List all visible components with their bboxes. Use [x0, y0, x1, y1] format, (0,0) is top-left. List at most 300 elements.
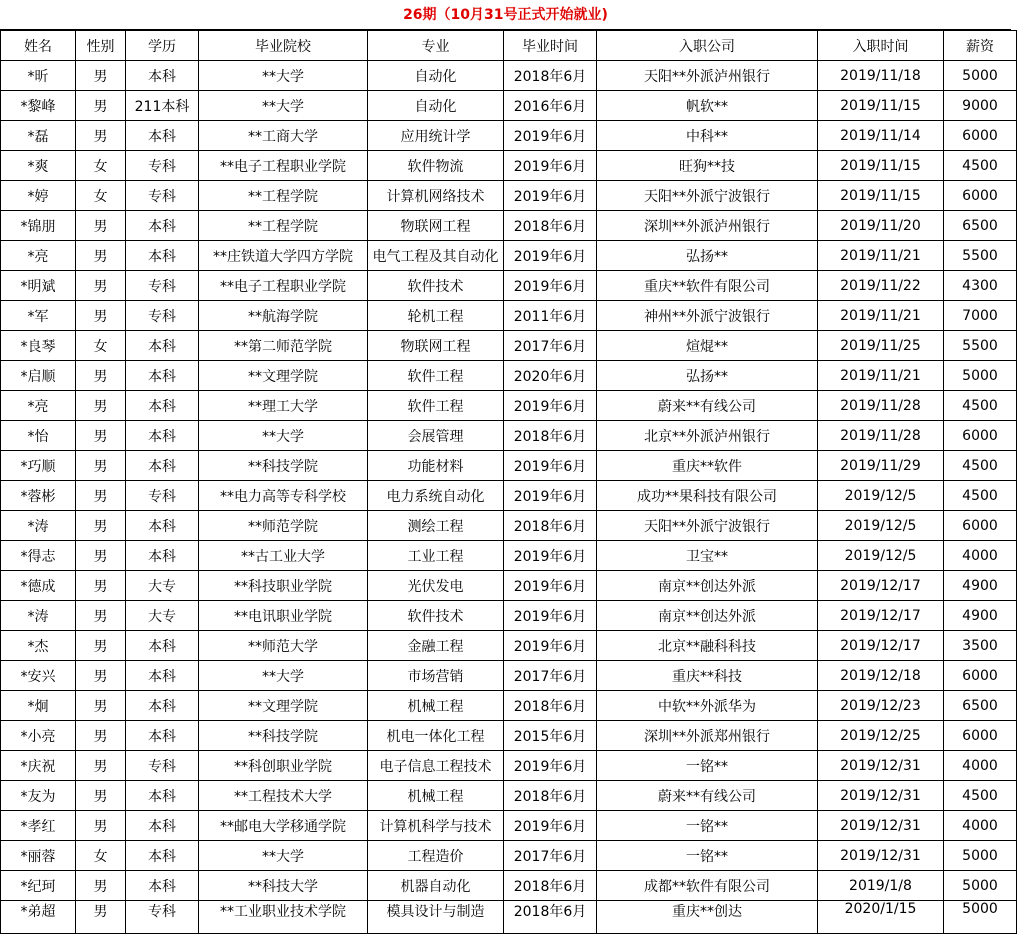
cell-company[interactable]: 天阳**外派宁波银行 — [597, 511, 818, 541]
table-row — [1, 151, 1017, 181]
table-row — [1, 691, 1017, 721]
cell-salary[interactable]: 4900 — [944, 601, 1017, 631]
cell-name[interactable]: *杰 — [1, 631, 76, 661]
table-row — [1, 571, 1017, 601]
cell-school[interactable]: **大学 — [199, 61, 368, 91]
cell-gender[interactable]: 男 — [76, 301, 126, 331]
header-education[interactable]: 学历 — [126, 31, 199, 61]
cell-gender[interactable]: 男 — [76, 391, 126, 421]
cell-hire-date[interactable]: 2019/12/25 — [818, 721, 944, 751]
cell-company[interactable]: 天阳**外派宁波银行 — [597, 181, 818, 211]
cell-salary[interactable]: 6500 — [944, 211, 1017, 241]
cell-grad-date[interactable]: 2018年6月 — [504, 421, 597, 451]
cell-education[interactable]: 本科 — [126, 61, 199, 91]
cell-salary[interactable]: 5500 — [944, 331, 1017, 361]
cell-name[interactable]: *锦朋 — [1, 211, 76, 241]
cell-hire-date[interactable]: 2019/12/31 — [818, 781, 944, 811]
cell-education[interactable]: 211本科 — [126, 91, 199, 121]
cell-gender[interactable]: 男 — [76, 241, 126, 271]
cell-education[interactable]: 本科 — [126, 631, 199, 661]
cell-hire-date[interactable]: 2019/12/17 — [818, 571, 944, 601]
cell-school[interactable]: **庄铁道大学四方学院 — [199, 241, 368, 271]
cell-salary[interactable]: 3500 — [944, 631, 1017, 661]
cell-school[interactable]: **工程学院 — [199, 211, 368, 241]
table-row — [1, 301, 1017, 331]
cell-salary[interactable]: 5500 — [944, 241, 1017, 271]
cell-school[interactable]: **科技大学 — [199, 871, 368, 901]
cell-grad-date[interactable]: 2019年6月 — [504, 451, 597, 481]
cell-major[interactable]: 轮机工程 — [368, 301, 504, 331]
cell-major[interactable]: 光伏发电 — [368, 571, 504, 601]
table-row — [1, 241, 1017, 271]
cell-salary[interactable]: 4500 — [944, 451, 1017, 481]
cell-hire-date[interactable]: 2019/11/21 — [818, 241, 944, 271]
cell-education[interactable]: 专科 — [126, 481, 199, 511]
cell-gender[interactable]: 男 — [76, 541, 126, 571]
cell-education[interactable]: 专科 — [126, 301, 199, 331]
header-major[interactable]: 专业 — [368, 31, 504, 61]
cell-grad-date[interactable]: 2019年6月 — [504, 601, 597, 631]
cell-school[interactable]: **文理学院 — [199, 691, 368, 721]
cell-school[interactable]: **工业职业技术学院 — [199, 901, 368, 934]
cell-education[interactable]: 大专 — [126, 571, 199, 601]
cell-hire-date[interactable]: 2019/11/18 — [818, 61, 944, 91]
cell-education[interactable]: 本科 — [126, 211, 199, 241]
cell-gender[interactable]: 男 — [76, 691, 126, 721]
cell-hire-date[interactable]: 2019/11/15 — [818, 181, 944, 211]
cell-grad-date[interactable]: 2016年6月 — [504, 91, 597, 121]
cell-name[interactable]: *安兴 — [1, 661, 76, 691]
cell-hire-date[interactable]: 2019/11/21 — [818, 361, 944, 391]
table-row — [1, 481, 1017, 511]
cell-grad-date[interactable]: 2018年6月 — [504, 901, 597, 934]
cell-hire-date[interactable]: 2019/12/5 — [818, 541, 944, 571]
cell-grad-date[interactable]: 2019年6月 — [504, 151, 597, 181]
cell-school[interactable]: **大学 — [199, 841, 368, 871]
cell-salary[interactable]: 6000 — [944, 511, 1017, 541]
header-school[interactable]: 毕业院校 — [199, 31, 368, 61]
cell-gender[interactable]: 男 — [76, 571, 126, 601]
cell-grad-date[interactable]: 2011年6月 — [504, 301, 597, 331]
cell-hire-date[interactable]: 2019/11/20 — [818, 211, 944, 241]
cell-education[interactable]: 本科 — [126, 781, 199, 811]
cell-hire-date[interactable]: 2019/11/25 — [818, 331, 944, 361]
cell-school[interactable]: **科技职业学院 — [199, 571, 368, 601]
cell-school[interactable]: **师范学院 — [199, 511, 368, 541]
cell-gender[interactable]: 女 — [76, 331, 126, 361]
cell-name[interactable]: *蓉彬 — [1, 481, 76, 511]
table-row — [1, 841, 1017, 871]
cell-major[interactable]: 自动化 — [368, 61, 504, 91]
cell-gender[interactable]: 男 — [76, 61, 126, 91]
cell-gender[interactable]: 女 — [76, 151, 126, 181]
cell-school[interactable]: **工程学院 — [199, 181, 368, 211]
header-salary[interactable]: 薪资 — [944, 31, 1017, 61]
cell-education[interactable]: 本科 — [126, 871, 199, 901]
cell-major[interactable]: 计算机科学与技术 — [368, 811, 504, 841]
cell-name[interactable]: *孝红 — [1, 811, 76, 841]
cell-education[interactable]: 专科 — [126, 901, 199, 934]
cell-company[interactable]: 重庆**软件有限公司 — [597, 271, 818, 301]
cell-education[interactable]: 本科 — [126, 331, 199, 361]
cell-salary[interactable]: 4000 — [944, 751, 1017, 781]
cell-hire-date[interactable]: 2019/11/15 — [818, 151, 944, 181]
cell-name[interactable]: *涛 — [1, 601, 76, 631]
cell-major[interactable]: 电气工程及其自动化 — [368, 241, 504, 271]
cell-major[interactable]: 金融工程 — [368, 631, 504, 661]
cell-education[interactable]: 本科 — [126, 241, 199, 271]
cell-gender[interactable]: 男 — [76, 871, 126, 901]
table-row — [1, 811, 1017, 841]
table-row — [1, 91, 1017, 121]
cell-major[interactable]: 市场营销 — [368, 661, 504, 691]
cell-gender[interactable]: 男 — [76, 451, 126, 481]
cell-name[interactable]: *庆祝 — [1, 751, 76, 781]
table-row — [1, 271, 1017, 301]
cell-hire-date[interactable]: 2019/12/17 — [818, 631, 944, 661]
cell-company[interactable]: 煊焜** — [597, 331, 818, 361]
cell-salary[interactable]: 7000 — [944, 301, 1017, 331]
cell-company[interactable]: 南京**创达外派 — [597, 601, 818, 631]
cell-company[interactable]: 一铭** — [597, 751, 818, 781]
table-row — [1, 631, 1017, 661]
cell-education[interactable]: 本科 — [126, 391, 199, 421]
cell-salary[interactable]: 6000 — [944, 721, 1017, 751]
cell-hire-date[interactable]: 2019/1/8 — [818, 871, 944, 901]
cell-salary[interactable]: 4000 — [944, 541, 1017, 571]
cell-gender[interactable]: 男 — [76, 511, 126, 541]
cell-school[interactable]: **科技学院 — [199, 721, 368, 751]
cell-education[interactable]: 本科 — [126, 451, 199, 481]
cell-school[interactable]: **科技学院 — [199, 451, 368, 481]
cell-hire-date[interactable]: 2019/11/28 — [818, 391, 944, 421]
cell-school[interactable]: **工程技术大学 — [199, 781, 368, 811]
cell-salary[interactable]: 6000 — [944, 121, 1017, 151]
cell-education[interactable]: 大专 — [126, 601, 199, 631]
cell-education[interactable]: 专科 — [126, 151, 199, 181]
cell-school[interactable]: **航海学院 — [199, 301, 368, 331]
table-row — [1, 751, 1017, 781]
cell-hire-date[interactable]: 2019/12/31 — [818, 751, 944, 781]
cell-company[interactable]: 神州**外派宁波银行 — [597, 301, 818, 331]
cell-grad-date[interactable]: 2019年6月 — [504, 121, 597, 151]
cell-hire-date[interactable]: 2019/11/15 — [818, 91, 944, 121]
cell-grad-date[interactable]: 2018年6月 — [504, 781, 597, 811]
header-grad-date[interactable]: 毕业时间 — [504, 31, 597, 61]
cell-gender[interactable]: 男 — [76, 781, 126, 811]
cell-name[interactable]: *炯 — [1, 691, 76, 721]
cell-grad-date[interactable]: 2019年6月 — [504, 391, 597, 421]
cell-gender[interactable]: 男 — [76, 211, 126, 241]
cell-company[interactable]: 重庆**创达 — [597, 901, 818, 934]
cell-hire-date[interactable]: 2019/11/22 — [818, 271, 944, 301]
cell-gender[interactable]: 男 — [76, 901, 126, 934]
cell-company[interactable]: 帆软** — [597, 91, 818, 121]
cell-gender[interactable]: 男 — [76, 631, 126, 661]
cell-hire-date[interactable]: 2019/11/14 — [818, 121, 944, 151]
cell-education[interactable]: 本科 — [126, 661, 199, 691]
cell-gender[interactable]: 男 — [76, 121, 126, 151]
cell-hire-date[interactable]: 2019/12/31 — [818, 841, 944, 871]
cell-name[interactable]: *昕 — [1, 61, 76, 91]
table-row — [1, 121, 1017, 151]
cell-hire-date[interactable]: 2019/11/29 — [818, 451, 944, 481]
cell-name[interactable]: *丽蓉 — [1, 841, 76, 871]
cell-gender[interactable]: 男 — [76, 361, 126, 391]
cell-education[interactable]: 专科 — [126, 751, 199, 781]
cell-name[interactable]: *纪珂 — [1, 871, 76, 901]
cell-grad-date[interactable]: 2019年6月 — [504, 751, 597, 781]
table-row — [1, 211, 1017, 241]
cell-name[interactable]: *明斌 — [1, 271, 76, 301]
cell-gender[interactable]: 女 — [76, 841, 126, 871]
cell-education[interactable]: 本科 — [126, 361, 199, 391]
cell-company[interactable]: 重庆**软件 — [597, 451, 818, 481]
cell-company[interactable]: 弘扬** — [597, 361, 818, 391]
cell-school[interactable]: **科创职业学院 — [199, 751, 368, 781]
table-row — [1, 61, 1017, 91]
cell-major[interactable]: 机械工程 — [368, 781, 504, 811]
cell-education[interactable]: 本科 — [126, 421, 199, 451]
cell-school[interactable]: **电力高等专科学校 — [199, 481, 368, 511]
cell-school[interactable]: **古工业大学 — [199, 541, 368, 571]
cell-name[interactable]: *爽 — [1, 151, 76, 181]
table-row — [1, 871, 1017, 901]
header-hire-date[interactable]: 入职时间 — [818, 31, 944, 61]
cell-salary[interactable]: 4300 — [944, 271, 1017, 301]
cell-hire-date[interactable]: 2019/11/21 — [818, 301, 944, 331]
cell-gender[interactable]: 男 — [76, 481, 126, 511]
cell-salary[interactable]: 6000 — [944, 181, 1017, 211]
cell-hire-date[interactable]: 2019/12/5 — [818, 511, 944, 541]
cell-name[interactable]: *友为 — [1, 781, 76, 811]
cell-hire-date[interactable]: 2019/12/18 — [818, 661, 944, 691]
cell-company[interactable]: 北京**外派泸州银行 — [597, 421, 818, 451]
cell-major[interactable]: 计算机网络技术 — [368, 181, 504, 211]
cell-major[interactable]: 应用统计学 — [368, 121, 504, 151]
cell-gender[interactable]: 男 — [76, 421, 126, 451]
cell-grad-date[interactable]: 2018年6月 — [504, 511, 597, 541]
cell-gender[interactable]: 男 — [76, 721, 126, 751]
table-row — [1, 511, 1017, 541]
cell-name[interactable]: *得志 — [1, 541, 76, 571]
cell-education[interactable]: 本科 — [126, 691, 199, 721]
cell-grad-date[interactable]: 2018年6月 — [504, 61, 597, 91]
cell-grad-date[interactable]: 2019年6月 — [504, 811, 597, 841]
cell-grad-date[interactable]: 2017年6月 — [504, 841, 597, 871]
cell-hire-date[interactable]: 2019/12/17 — [818, 601, 944, 631]
cell-salary[interactable]: 5000 — [944, 61, 1017, 91]
table-row — [1, 901, 1017, 934]
cell-salary[interactable]: 4500 — [944, 391, 1017, 421]
header-name[interactable]: 姓名 — [1, 31, 76, 61]
cell-major[interactable]: 软件工程 — [368, 391, 504, 421]
cell-gender[interactable]: 男 — [76, 271, 126, 301]
cell-company[interactable]: 北京**融科科技 — [597, 631, 818, 661]
cell-grad-date[interactable]: 2019年6月 — [504, 571, 597, 601]
cell-salary[interactable]: 9000 — [944, 91, 1017, 121]
cell-grad-date[interactable]: 2018年6月 — [504, 871, 597, 901]
cell-school[interactable]: **工商大学 — [199, 121, 368, 151]
cell-grad-date[interactable]: 2019年6月 — [504, 241, 597, 271]
cell-company[interactable]: 旺狗**技 — [597, 151, 818, 181]
cell-major[interactable]: 功能材料 — [368, 451, 504, 481]
cell-hire-date[interactable]: 2019/12/23 — [818, 691, 944, 721]
table-row — [1, 541, 1017, 571]
cell-school[interactable]: **电子工程职业学院 — [199, 271, 368, 301]
cell-salary[interactable]: 6500 — [944, 691, 1017, 721]
cell-hire-date[interactable]: 2019/12/31 — [818, 811, 944, 841]
cell-grad-date[interactable]: 2019年6月 — [504, 181, 597, 211]
cell-name[interactable]: *黎峰 — [1, 91, 76, 121]
cell-grad-date[interactable]: 2015年6月 — [504, 721, 597, 751]
cell-education[interactable]: 本科 — [126, 721, 199, 751]
cell-major[interactable]: 物联网工程 — [368, 211, 504, 241]
cell-company[interactable]: 成都**软件有限公司 — [597, 871, 818, 901]
cell-salary[interactable]: 4000 — [944, 811, 1017, 841]
cell-company[interactable]: 蔚来**有线公司 — [597, 391, 818, 421]
cell-major[interactable]: 会展管理 — [368, 421, 504, 451]
cell-name[interactable]: *弟超 — [1, 901, 76, 934]
cell-grad-date[interactable]: 2017年6月 — [504, 331, 597, 361]
cell-company[interactable]: 重庆**科技 — [597, 661, 818, 691]
cell-name[interactable]: *亮 — [1, 391, 76, 421]
cell-salary[interactable]: 4500 — [944, 151, 1017, 181]
cell-gender[interactable]: 男 — [76, 601, 126, 631]
cell-company[interactable]: 成功**果科技有限公司 — [597, 481, 818, 511]
cell-grad-date[interactable]: 2017年6月 — [504, 661, 597, 691]
cell-major[interactable]: 电子信息工程技术 — [368, 751, 504, 781]
cell-salary[interactable]: 5000 — [944, 841, 1017, 871]
cell-salary[interactable]: 5000 — [944, 361, 1017, 391]
table-row — [1, 421, 1017, 451]
cell-grad-date[interactable]: 2019年6月 — [504, 541, 597, 571]
cell-grad-date[interactable]: 2019年6月 — [504, 631, 597, 661]
cell-major[interactable]: 软件工程 — [368, 361, 504, 391]
cell-major[interactable]: 软件物流 — [368, 151, 504, 181]
cell-company[interactable]: 天阳**外派泸州银行 — [597, 61, 818, 91]
cell-name[interactable]: *亮 — [1, 241, 76, 271]
cell-gender[interactable]: 男 — [76, 91, 126, 121]
cell-name[interactable]: *良琴 — [1, 331, 76, 361]
cell-school[interactable]: **邮电大学移通学院 — [199, 811, 368, 841]
cell-company[interactable]: 蔚来**有线公司 — [597, 781, 818, 811]
cell-grad-date[interactable]: 2020年6月 — [504, 361, 597, 391]
cell-school[interactable]: **电子工程职业学院 — [199, 151, 368, 181]
header-company[interactable]: 入职公司 — [597, 31, 818, 61]
header-gender[interactable]: 性别 — [76, 31, 126, 61]
cell-major[interactable]: 测绘工程 — [368, 511, 504, 541]
cell-school[interactable]: **文理学院 — [199, 361, 368, 391]
cell-education[interactable]: 本科 — [126, 121, 199, 151]
cell-grad-date[interactable]: 2018年6月 — [504, 211, 597, 241]
cell-name[interactable]: *怡 — [1, 421, 76, 451]
cell-gender[interactable]: 男 — [76, 751, 126, 781]
cell-school[interactable]: **电讯职业学院 — [199, 601, 368, 631]
cell-major[interactable]: 机械工程 — [368, 691, 504, 721]
cell-name[interactable]: *巧顺 — [1, 451, 76, 481]
cell-school[interactable]: **大学 — [199, 91, 368, 121]
cell-salary[interactable]: 4500 — [944, 481, 1017, 511]
cell-school[interactable]: **理工大学 — [199, 391, 368, 421]
cell-education[interactable]: 本科 — [126, 811, 199, 841]
cell-gender[interactable]: 男 — [76, 661, 126, 691]
cell-education[interactable]: 本科 — [126, 541, 199, 571]
cell-company[interactable]: 弘扬** — [597, 241, 818, 271]
cell-company[interactable]: 南京**创达外派 — [597, 571, 818, 601]
cell-name[interactable]: *磊 — [1, 121, 76, 151]
cell-hire-date[interactable]: 2019/12/5 — [818, 481, 944, 511]
table-row — [1, 601, 1017, 631]
cell-salary[interactable]: 5000 — [944, 901, 1017, 934]
table-row — [1, 451, 1017, 481]
cell-major[interactable]: 自动化 — [368, 91, 504, 121]
cell-gender[interactable]: 男 — [76, 811, 126, 841]
cell-company[interactable]: 深圳**外派泸州银行 — [597, 211, 818, 241]
cell-salary[interactable]: 6000 — [944, 661, 1017, 691]
cell-school[interactable]: **第二师范学院 — [199, 331, 368, 361]
cell-major[interactable]: 模具设计与制造 — [368, 901, 504, 934]
cell-major[interactable]: 物联网工程 — [368, 331, 504, 361]
cell-salary[interactable]: 5000 — [944, 871, 1017, 901]
cell-major[interactable]: 软件技术 — [368, 601, 504, 631]
table-row — [1, 181, 1017, 211]
cell-education[interactable]: 专科 — [126, 181, 199, 211]
table-row — [1, 361, 1017, 391]
cell-company[interactable]: 一铭** — [597, 841, 818, 871]
cell-salary[interactable]: 4500 — [944, 781, 1017, 811]
cell-name[interactable]: *德成 — [1, 571, 76, 601]
cell-major[interactable]: 工程造价 — [368, 841, 504, 871]
cell-company[interactable]: 中科** — [597, 121, 818, 151]
cell-major[interactable]: 机器自动化 — [368, 871, 504, 901]
cell-company[interactable]: 深圳**外派郑州银行 — [597, 721, 818, 751]
cell-major[interactable]: 软件技术 — [368, 271, 504, 301]
header-row — [1, 31, 1017, 61]
cell-name[interactable]: *军 — [1, 301, 76, 331]
cell-major[interactable]: 机电一体化工程 — [368, 721, 504, 751]
table-row — [1, 391, 1017, 421]
cell-name[interactable]: *婷 — [1, 181, 76, 211]
cell-education[interactable]: 本科 — [126, 841, 199, 871]
cell-school[interactable]: **大学 — [199, 421, 368, 451]
cell-gender[interactable]: 女 — [76, 181, 126, 211]
cell-school[interactable]: **大学 — [199, 661, 368, 691]
cell-company[interactable]: 中软**外派华为 — [597, 691, 818, 721]
cell-grad-date[interactable]: 2019年6月 — [504, 271, 597, 301]
table-row — [1, 661, 1017, 691]
cell-company[interactable]: 一铭** — [597, 811, 818, 841]
table-row — [1, 721, 1017, 751]
cell-grad-date[interactable]: 2019年6月 — [504, 481, 597, 511]
cell-major[interactable]: 电力系统自动化 — [368, 481, 504, 511]
cell-company[interactable]: 卫宝** — [597, 541, 818, 571]
cell-education[interactable]: 专科 — [126, 271, 199, 301]
cell-major[interactable]: 工业工程 — [368, 541, 504, 571]
cell-hire-date[interactable]: 2020/1/15 — [818, 901, 944, 934]
cell-salary[interactable]: 4900 — [944, 571, 1017, 601]
employment-table — [0, 30, 1017, 934]
cell-name[interactable]: *启顺 — [1, 361, 76, 391]
table-row — [1, 331, 1017, 361]
cell-salary[interactable]: 6000 — [944, 421, 1017, 451]
cell-school[interactable]: **师范大学 — [199, 631, 368, 661]
cell-name[interactable]: *涛 — [1, 511, 76, 541]
cell-education[interactable]: 本科 — [126, 511, 199, 541]
cell-name[interactable]: *小亮 — [1, 721, 76, 751]
cell-grad-date[interactable]: 2018年6月 — [504, 691, 597, 721]
cell-hire-date[interactable]: 2019/11/28 — [818, 421, 944, 451]
